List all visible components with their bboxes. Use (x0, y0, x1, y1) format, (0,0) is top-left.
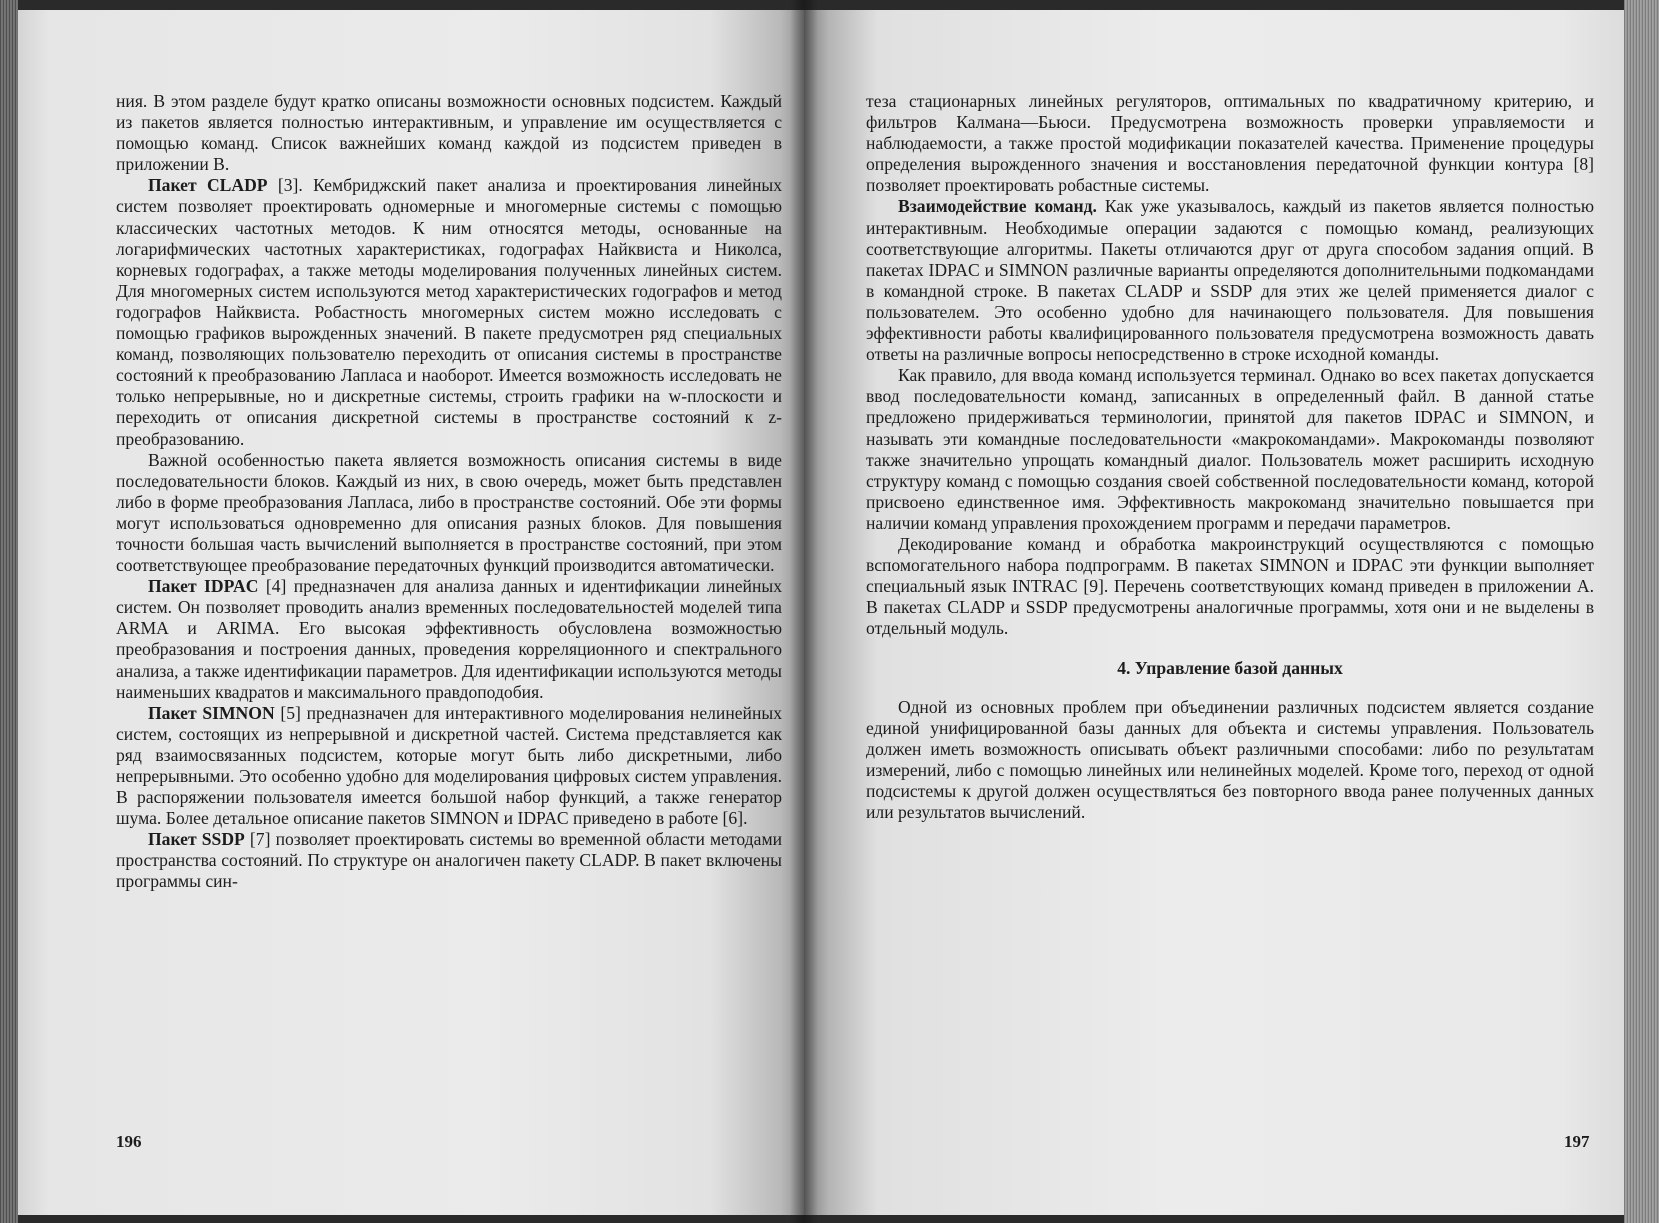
section-heading: 4. Управление базой данных (1117, 658, 1343, 679)
paragraph: Взаимодействие команд. Как уже указывалось, каждый из пакетов является полностью интерактивным. Необходимые операции задаются с помощью команд, реализующих соответствующие алгоритмы. Пакеты отличаются друг от друга способом задания опций. В пакетах IDPAC и SIMNON различные варианты определяются дополнительными подкомандами в командной строке. В пакетах CLADP и SSDP для этих же целей применяется диалог с пользователем. Это особенно удобно для начинающего пользователя. Для повышения эффективности работы квалифицированного пользователя предусмотрена возможность давать ответы на различные вопросы непосредственно в строке исходной команды. (866, 196, 1594, 365)
paragraph-lead: Пакет SIMNON (148, 702, 275, 723)
paragraph: Пакет IDPAC [4] предназначен для анализа данных и идентификации линейных систем. Он позволяет проводить анализ временных последовательностей моделей типа ARMA и ARIMA. Его высокая эффективность обусловлена возможностью преобразования и построения данных, проведения корреляционного и спектрального анализа, а также идентификации параметров. Для идентификации используются методы наименьших квадратов и максимального правдоподобия. (116, 576, 783, 702)
paragraph-lead: Пакет CLADP (148, 175, 268, 196)
page-196 (18, 10, 804, 1215)
paragraph: Важной особенностью пакета является возможность описания системы в виде последовательности блоков. Каждый из них, в свою очередь, может быть представлен либо в форме преобразования Лапласа, либо в пространстве состояний. Обе эти формы могут использоваться одновременно для описания разных блоков. Для повышения точности большая часть вычислений выполняется в пространстве состояний, при этом соответствующее преобразование передаточных функций производится автоматически. (116, 449, 782, 576)
paragraph: Пакет SIMNON [5] предназначен для интерактивного моделирования нелинейных систем, состоящих из непрерывной и дискретной частей. Система представляется как ряд взаимосвязанных подсистем, которые могут быть либо дискретными, либо непрерывными. Это особенно удобно для моделирования цифровых систем управления. В распоряжении пользователя имеется большой набор функций, а также генератор шума. Более детальное описание пакетов SIMNON и IDPAC приведено в работе [6]. (116, 702, 782, 829)
page-number-right: 197 (1564, 1132, 1590, 1151)
text-column-left (116, 91, 782, 893)
page-stack-edge-right (1624, 0, 1659, 1223)
paragraph-lead: Взаимодействие команд. (898, 196, 1097, 217)
page-stack-edge-left (0, 0, 18, 1223)
paragraph: Как правило, для ввода команд используется терминал. Однако во всех пакетах допускается ввод последовательности команд, записанных в определенный файл. В данной статье предложено придерживаться терминологии, принятой для пакетов IDPAC и SIMNON, и называть эти командные последовательности «макрокомандами». Макрокоманды позволяют также значительно упрощать командный диалог. Пользователь может расширить исходную структуру команд с помощью создания своей собственной последовательности команд, которой присвоено единственное имя. Эффективность макрокоманд значительно повышается при наличии команд управления прохождением программ и передачи параметров. (866, 365, 1594, 533)
book-gutter (790, 0, 818, 1223)
paragraph: Декодирование команд и обработка макроинструкций осуществляются с помощью вспомогательного набора подпрограмм. В пакетах SIMNON и IDPAC эти функции выполняет специальный язык INTRAC [9]. Перечень соответствующих команд приведен в приложении A. В пакетах CLADP и SSDP предусмотрены аналогичные программы, хотя они и не выделены в отдельный модуль. (866, 533, 1594, 639)
paragraph: ния. В этом разделе будут кратко описаны возможности основных подсистем. Каждый из пакетов является полностью интерактивным, и управление им осуществляется с помощью команд. Список важнейших команд каждой из подсистем приведен в приложении B. (116, 91, 782, 175)
paragraph: Пакет SSDP [7] позволяет проектировать системы во временной области методами пространства состояний. По структуре он аналогичен пакету CLADP. В пакет включены программы син- (116, 829, 782, 892)
paragraph: Одной из основных проблем при объединении различных подсистем является создание единой унифицированной базы данных для объекта и системы управления. Пользователь должен иметь возможность описывать объект различными способами: либо по результатам измерений, либо с помощью линейных или нелинейных моделей. Кроме того, переход от одной подсистемы к другой должен осуществляться без повторного ввода ранее полученных данных или результатов вычислений. (866, 696, 1594, 822)
paragraph: теза стационарных линейных регуляторов, оптимальных по квадратичному критерию, и фильтров Калмана—Бьюси. Предусмотрена возможность проверки управляемости и наблюдаемости, а также простой модификации показателей качества. Применение процедуры определения вырожденного значения и восстановления передаточной функции контура [8] позволяет проектировать робастные системы. (866, 91, 1594, 196)
text-column-right (866, 91, 1594, 823)
paragraph: Пакет CLADP [3]. Кембриджский пакет анализа и проектирования линейных систем позволяет проектировать одномерные и многомерные системы с помощью классических частотных методов. К ним относятся методы, основанные на логарифмических частотных характеристиках, годографах Найквиста и Николса, корневых годографах, а также методы моделирования полученных линейных систем. Для многомерных систем используются метод характеристических годографов и метод годографов Найквиста. Робастность многомерных систем можно исследовать с помощью графиков вырожденных значений. В пакете предусмотрен ряд специальных команд, позволяющих пользователю переходить от описания системы в пространстве состояний к преобразованию Лапласа и наоборот. Имеется возможность исследовать не только непрерывные, но и дискретные системы, строить графики на w-плоскости и переходить от описания дискретной системы в пространстве состояний к z-преобразованию. (116, 175, 782, 449)
paragraph-lead: Пакет SSDP (148, 829, 245, 850)
page-197 (804, 10, 1624, 1215)
paragraph-lead: Пакет IDPAC (148, 576, 259, 597)
page-number-left: 196 (116, 1132, 142, 1151)
